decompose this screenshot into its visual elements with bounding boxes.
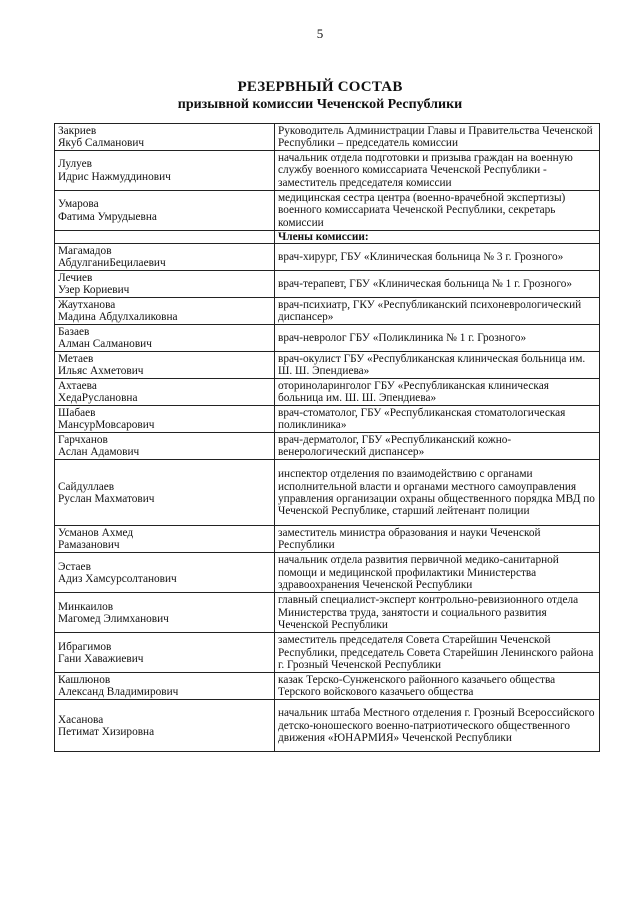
table-row xyxy=(55,526,600,553)
member-surname: Минкаилов xyxy=(58,600,114,613)
member-surname: Гарчханов xyxy=(58,434,108,446)
member-surname: Шабаев xyxy=(58,407,96,419)
member-role-cell: заместитель председателя Совета Старейшин Чеченской Республики, председатель Совета Старейшин Ленинского района г. Грозный Чеченской Республики xyxy=(275,633,600,673)
member-given-names: Магомед Элимханович xyxy=(58,612,169,625)
member-surname: Лечиев xyxy=(58,272,93,284)
member-name-cell xyxy=(55,460,275,526)
table-row xyxy=(55,700,600,752)
member-name-cell xyxy=(55,124,275,151)
member-surname: Закриев xyxy=(58,124,97,137)
member-given-names: АбдулганиБецилаевич xyxy=(58,257,166,270)
member-surname: Сайдуллаев xyxy=(58,480,115,493)
member-role-cell: начальник штаба Местного отделения г. Грозный Всероссийского детско-юношеского военно-патриотического общественного движения «ЮНАРМИЯ» Чеченской Республики xyxy=(275,700,600,752)
member-name-cell xyxy=(55,151,275,191)
member-role-cell: врач-невролог ГБУ «Поликлиника № 1 г. Грозного» xyxy=(275,325,600,352)
member-given-names: Алман Салманович xyxy=(58,338,152,351)
member-role-cell: заместитель министра образования и науки Чеченской Республики xyxy=(275,526,600,553)
member-role-cell: казак Терско-Сунженского районного казачьего общества Терского войскового казачьего общества xyxy=(275,673,600,700)
member-given-names: Руслан Махматович xyxy=(58,492,155,505)
member-name-cell xyxy=(55,352,275,379)
member-surname: Жаутханова xyxy=(58,299,116,311)
member-name-cell xyxy=(55,633,275,673)
table-row xyxy=(55,325,600,352)
table-row xyxy=(55,673,600,700)
member-role-cell: оториноларинголог ГБУ «Республиканская клиническая больница им. Ш. Ш. Эпендиева» xyxy=(275,379,600,406)
table-row xyxy=(55,433,600,460)
members-section-row xyxy=(55,231,600,244)
table-row xyxy=(55,352,600,379)
member-given-names: Ильяс Ахметович xyxy=(58,365,144,378)
title-main: РЕЗЕРВНЫЙ СОСТАВ xyxy=(237,79,403,95)
members-group xyxy=(55,244,600,752)
member-surname: Метаев xyxy=(58,353,94,365)
member-role-cell: начальник отдела подготовки и призыва граждан на военную службу военного комиссариата Чеченской Республики - заместитель председателя комиссии xyxy=(275,151,600,191)
member-given-names: Рамазанович xyxy=(58,539,120,552)
title-subtitle: призывной комиссии Чеченской Республики xyxy=(177,97,463,112)
table-row xyxy=(55,244,600,271)
member-role-cell: врач-психиатр, ГКУ «Республиканский психоневрологический диспансер» xyxy=(275,298,600,325)
member-name-cell xyxy=(55,406,275,433)
member-surname: Умарова xyxy=(58,198,99,211)
member-given-names: Гани Хаважиевич xyxy=(58,652,144,665)
member-given-names: Фатима Умрудыевна xyxy=(58,210,157,223)
member-surname: Кашлюнов xyxy=(58,674,111,686)
member-name-cell xyxy=(55,553,275,593)
member-name-cell xyxy=(55,244,275,271)
member-role-cell: врач-стоматолог, ГБУ «Республиканская стоматологическая поликлиника» xyxy=(275,406,600,433)
member-role-cell: врач-окулист ГБУ «Республиканская клиническая больница им. Ш. Ш. Эпендиева» xyxy=(275,352,600,379)
member-surname: Ибрагимов xyxy=(58,640,112,653)
document-title xyxy=(0,78,640,114)
member-surname: Ахтаева xyxy=(58,380,97,392)
member-name-cell xyxy=(55,526,275,553)
table-row xyxy=(55,406,600,433)
table-row xyxy=(55,271,600,298)
member-role-cell: медицинская сестра центра (военно-врачебной экспертизы) военного комиссариата Чеченской Республики, секретарь комиссии xyxy=(275,191,600,231)
member-surname: Базаев xyxy=(58,326,90,338)
member-name-cell xyxy=(55,298,275,325)
member-name-cell xyxy=(55,325,275,352)
table-row xyxy=(55,298,600,325)
member-given-names: Идрис Нажмуддинович xyxy=(58,170,171,183)
table-row xyxy=(55,151,600,191)
member-given-names: Якуб Салманович xyxy=(58,137,145,149)
member-name-cell xyxy=(55,700,275,752)
section-spacer-cell xyxy=(55,231,275,244)
member-name-cell xyxy=(55,673,275,700)
member-role-cell: врач-дерматолог, ГБУ «Республиканский кожно-венерологический диспансер» xyxy=(275,433,600,460)
member-surname: Эстаев xyxy=(58,560,91,573)
table-row xyxy=(55,460,600,526)
members-section-header: Члены комиссии: xyxy=(275,231,600,244)
member-name-cell xyxy=(55,379,275,406)
member-given-names: Аслан Адамович xyxy=(58,446,140,459)
member-role-cell: инспектор отделения по взаимодействию с органами исполнительной власти и органами местного самоуправления управления организации охраны общественного порядка МВД по Чеченской Республике, старший лейтенант полиции xyxy=(275,460,600,526)
member-surname: Хасанова xyxy=(58,713,104,726)
leadership-group xyxy=(55,124,600,244)
member-name-cell xyxy=(55,191,275,231)
member-given-names: МансурМовсарович xyxy=(58,419,155,432)
member-given-names: ХедаРуслановна xyxy=(58,392,138,405)
member-name-cell xyxy=(55,593,275,633)
member-given-names: Узер Кориевич xyxy=(58,284,130,297)
member-surname: Магамадов xyxy=(58,245,112,257)
member-role-cell: Руководитель Администрации Главы и Правительства Чеченской Республики – председатель комиссии xyxy=(275,124,600,151)
table-row xyxy=(55,124,600,151)
member-role-cell: врач-терапевт, ГБУ «Клиническая больница № 1 г. Грозного» xyxy=(275,271,600,298)
page-number: 5 xyxy=(316,26,324,41)
member-role-cell: главный специалист-эксперт контрольно-ревизионного отдела Министерства труда, занятости и социального развития Чеченской Республики xyxy=(275,593,600,633)
member-surname: Усманов Ахмед xyxy=(58,527,134,539)
table-row xyxy=(55,379,600,406)
member-surname: Лулуев xyxy=(58,158,93,171)
commission-roster-table xyxy=(54,123,600,752)
member-name-cell xyxy=(55,271,275,298)
member-given-names: Адиз Хамсурсолтанович xyxy=(58,572,177,585)
member-given-names: Петимат Хизировна xyxy=(58,725,155,738)
member-given-names: Александ Владимирович xyxy=(58,686,179,699)
table-row xyxy=(55,633,600,673)
member-role-cell: начальник отдела развития первичной медико-санитарной помощи и медицинской профилактики Министерства здравоохранения Чеченской Республики xyxy=(275,553,600,593)
member-role-cell: врач-хирург, ГБУ «Клиническая больница № 3 г. Грозного» xyxy=(275,244,600,271)
member-given-names: Мадина Абдулхаликовна xyxy=(58,311,178,324)
table-row xyxy=(55,553,600,593)
member-name-cell xyxy=(55,433,275,460)
table-row xyxy=(55,191,600,231)
table-row xyxy=(55,593,600,633)
